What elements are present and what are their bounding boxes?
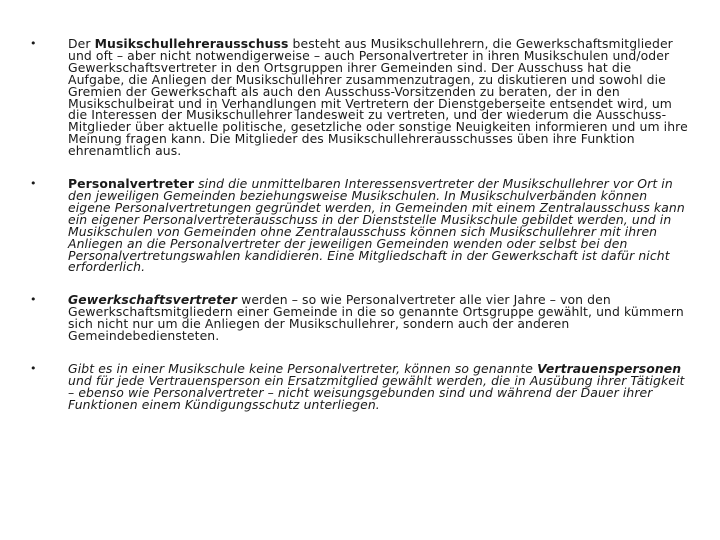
item-text-prefix: Der [68, 36, 95, 51]
list-item-vertrauenspersonen [30, 360, 690, 412]
item-text: und für jede Vertrauensperson ein Ersatzmitglied gewählt werden, die in Ausübung ihrer Tätigkeit – ebenso wie Personalvertreter – nicht weisungsgebunden sind und während der Dauer ihrer Funktionen einem Kündigungsschutz unterliegen. [68, 372, 685, 412]
bullet: • [30, 361, 37, 375]
bullet: • [30, 177, 37, 191]
list-item-musikschullehrerausschuss [30, 38, 690, 157]
item-text: sind die unmittelbaren Interessensvertreter der Musikschullehrer vor Ort in den jeweiligen Gemeinden beziehungsweise Musikschulen. In Musikschulverbänden können eigene Personalvertretungen gegründet werden, in Gemeinden mit einem Zentralausschuss kann ein eigener Personalvertreterausschuss in der Dienststelle Musikschule gebildet werden, und in Musikschulen von Gemeinden ohne Zentralausschuss können sich Musikschullehrer mit ihren Anliegen an die Personalvertreter der jeweiligen Gemeinden wenden oder selbst bei den Personalvertretungswahlen kandidieren. Eine Mitgliedschaft in der Gewerkschaft ist dafür nicht erforderlich. [68, 176, 685, 275]
bullet: • [30, 293, 37, 307]
item-term: Gewerkschaftsvertreter [68, 292, 238, 308]
item-text: besteht aus Musikschullehrern, die Gewerkschaftsmitglieder und oft – aber nicht notwendigerweise – auch Personalvertreter in ihren Musikschulen und/oder Gewerkschaftsvertreter in den Ortsgruppen ihrer Gemeinden sind. Der Ausschuss hat die Aufgabe, die Anliegen der Musikschullehrer zusammenzutragen, zu diskutieren und sowohl die Gremien der Gewerkschaft als auch den Ausschuss-Vorsitzenden zu beraten, der in den Musikschulbeirat und in Verhandlungen mit Vertretern der Dienstgeberseite entsendet wird, um die Interessen der Musikschullehrer landesweit zu vertreten, und der wiederum die Ausschuss-Mitglieder über aktuelle politische, gesetzliche oder sonstige Neuigkeiten informieren und um ihre Meinung fragen kann. Die Mitglieder des Musikschullehrerausschusses üben ihre Funktion ehrenamtlich aus. [68, 36, 688, 159]
item-term: Vertrauenspersonen [537, 360, 682, 376]
bullet: • [30, 37, 37, 50]
list-item-personalvertreter [30, 178, 690, 273]
document-body [30, 38, 690, 411]
item-term: Personalvertreter [68, 176, 195, 192]
item-text: werden – so wie Personalvertreter alle vier Jahre – von den Gewerkschaftsmitgliedern einer Gemeinde in die so genannte Ortsgruppe gewählt, und kümmern sich nicht nur um die Anliegen der Musikschullehrer, sondern auch der anderen Gemeindebediensteten. [68, 292, 684, 344]
list-item-gewerkschaftsvertreter [30, 294, 690, 342]
item-text-prefix: Gibt es in einer Musikschule keine Personalvertreter, können so genannte [68, 360, 538, 376]
item-term: Musikschullehrerausschuss [94, 36, 289, 51]
